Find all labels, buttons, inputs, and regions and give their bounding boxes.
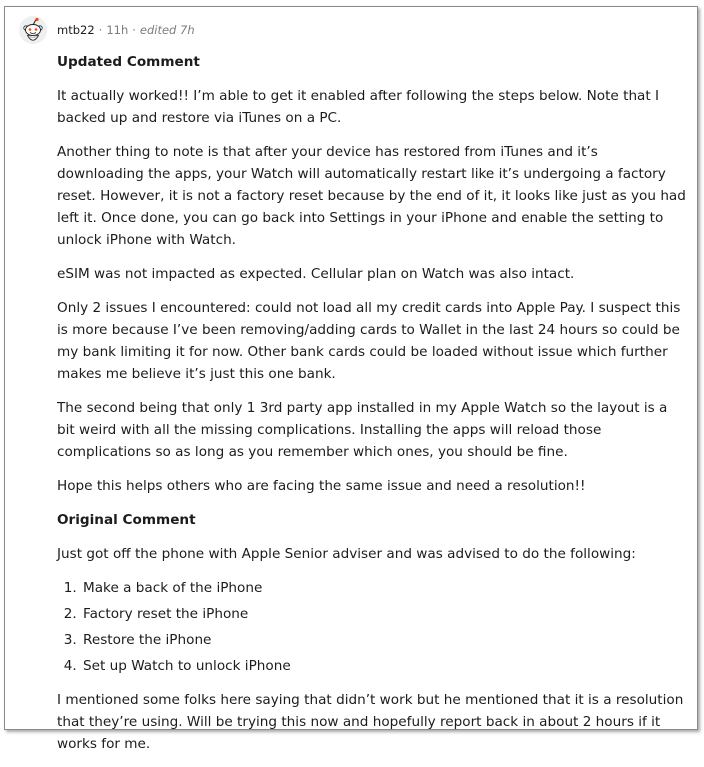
step-item: 4. Set up Watch to unlock iPhone	[81, 655, 687, 677]
updated-paragraph: Hope this helps others who are facing the same issue and need a resolution!!	[57, 478, 586, 494]
updated-paragraph: The second being that only 1 3rd party app installed in my Apple Watch so the layout is a bit weird with all the missing complications. Installing the apps will reload those complications so as long as you remember which ones, you should be fine.	[57, 400, 668, 460]
steps-list	[57, 577, 687, 677]
comment-meta	[57, 23, 195, 37]
comment-body	[57, 51, 687, 767]
step-item: 1. Make a back of the iPhone	[81, 577, 687, 599]
updated-paragraph: Another thing to note is that after your device has restored from iTunes and it’s downloading the apps, your Watch will automatically restart like it’s undergoing a factory reset. However, it is not a factory reset because by the end of it, it looks like just as you had left it. Once done, you can go back into Settings in your iPhone and enable the setting to unlock iPhone with Watch.	[57, 144, 686, 248]
original-comment-heading: Original Comment	[57, 512, 196, 528]
comment-time[interactable]: 11h	[106, 23, 129, 37]
reddit-snoo-avatar-icon[interactable]	[19, 16, 47, 44]
edited-label: edited 7h	[139, 23, 195, 37]
meta-separator: ·	[98, 23, 103, 37]
updated-paragraph: eSIM was not impacted as expected. Cellular plan on Watch was also intact.	[57, 266, 575, 282]
updated-paragraph: Only 2 issues I encountered: could not load all my credit cards into Apple Pay. I suspect this is more because I’ve been removing/adding cards to Wallet in the last 24 hours so could be my bank limiting it for now. Other bank cards could be loaded without issue which further makes me believe it’s just this one bank.	[57, 300, 681, 382]
comment-card	[4, 6, 698, 752]
original-closing: I mentioned some folks here saying that didn’t work but he mentioned that it is a resolution that they’re using. Will be trying this now and hopefully report back in about 2 hours if it works for me.	[57, 692, 684, 752]
comment-header	[19, 15, 195, 45]
meta-separator: ·	[132, 23, 136, 37]
updated-paragraph: It actually worked!! I’m able to get it enabled after following the steps below. Note that I backed up and restore via iTunes on a PC.	[57, 88, 660, 126]
step-item: 2. Factory reset the iPhone	[81, 603, 687, 625]
updated-comment-heading: Updated Comment	[57, 54, 200, 70]
step-item: 3. Restore the iPhone	[81, 629, 687, 651]
username-link[interactable]: mtb22	[57, 23, 95, 37]
original-intro: Just got off the phone with Apple Senior adviser and was advised to do the following:	[57, 546, 636, 562]
